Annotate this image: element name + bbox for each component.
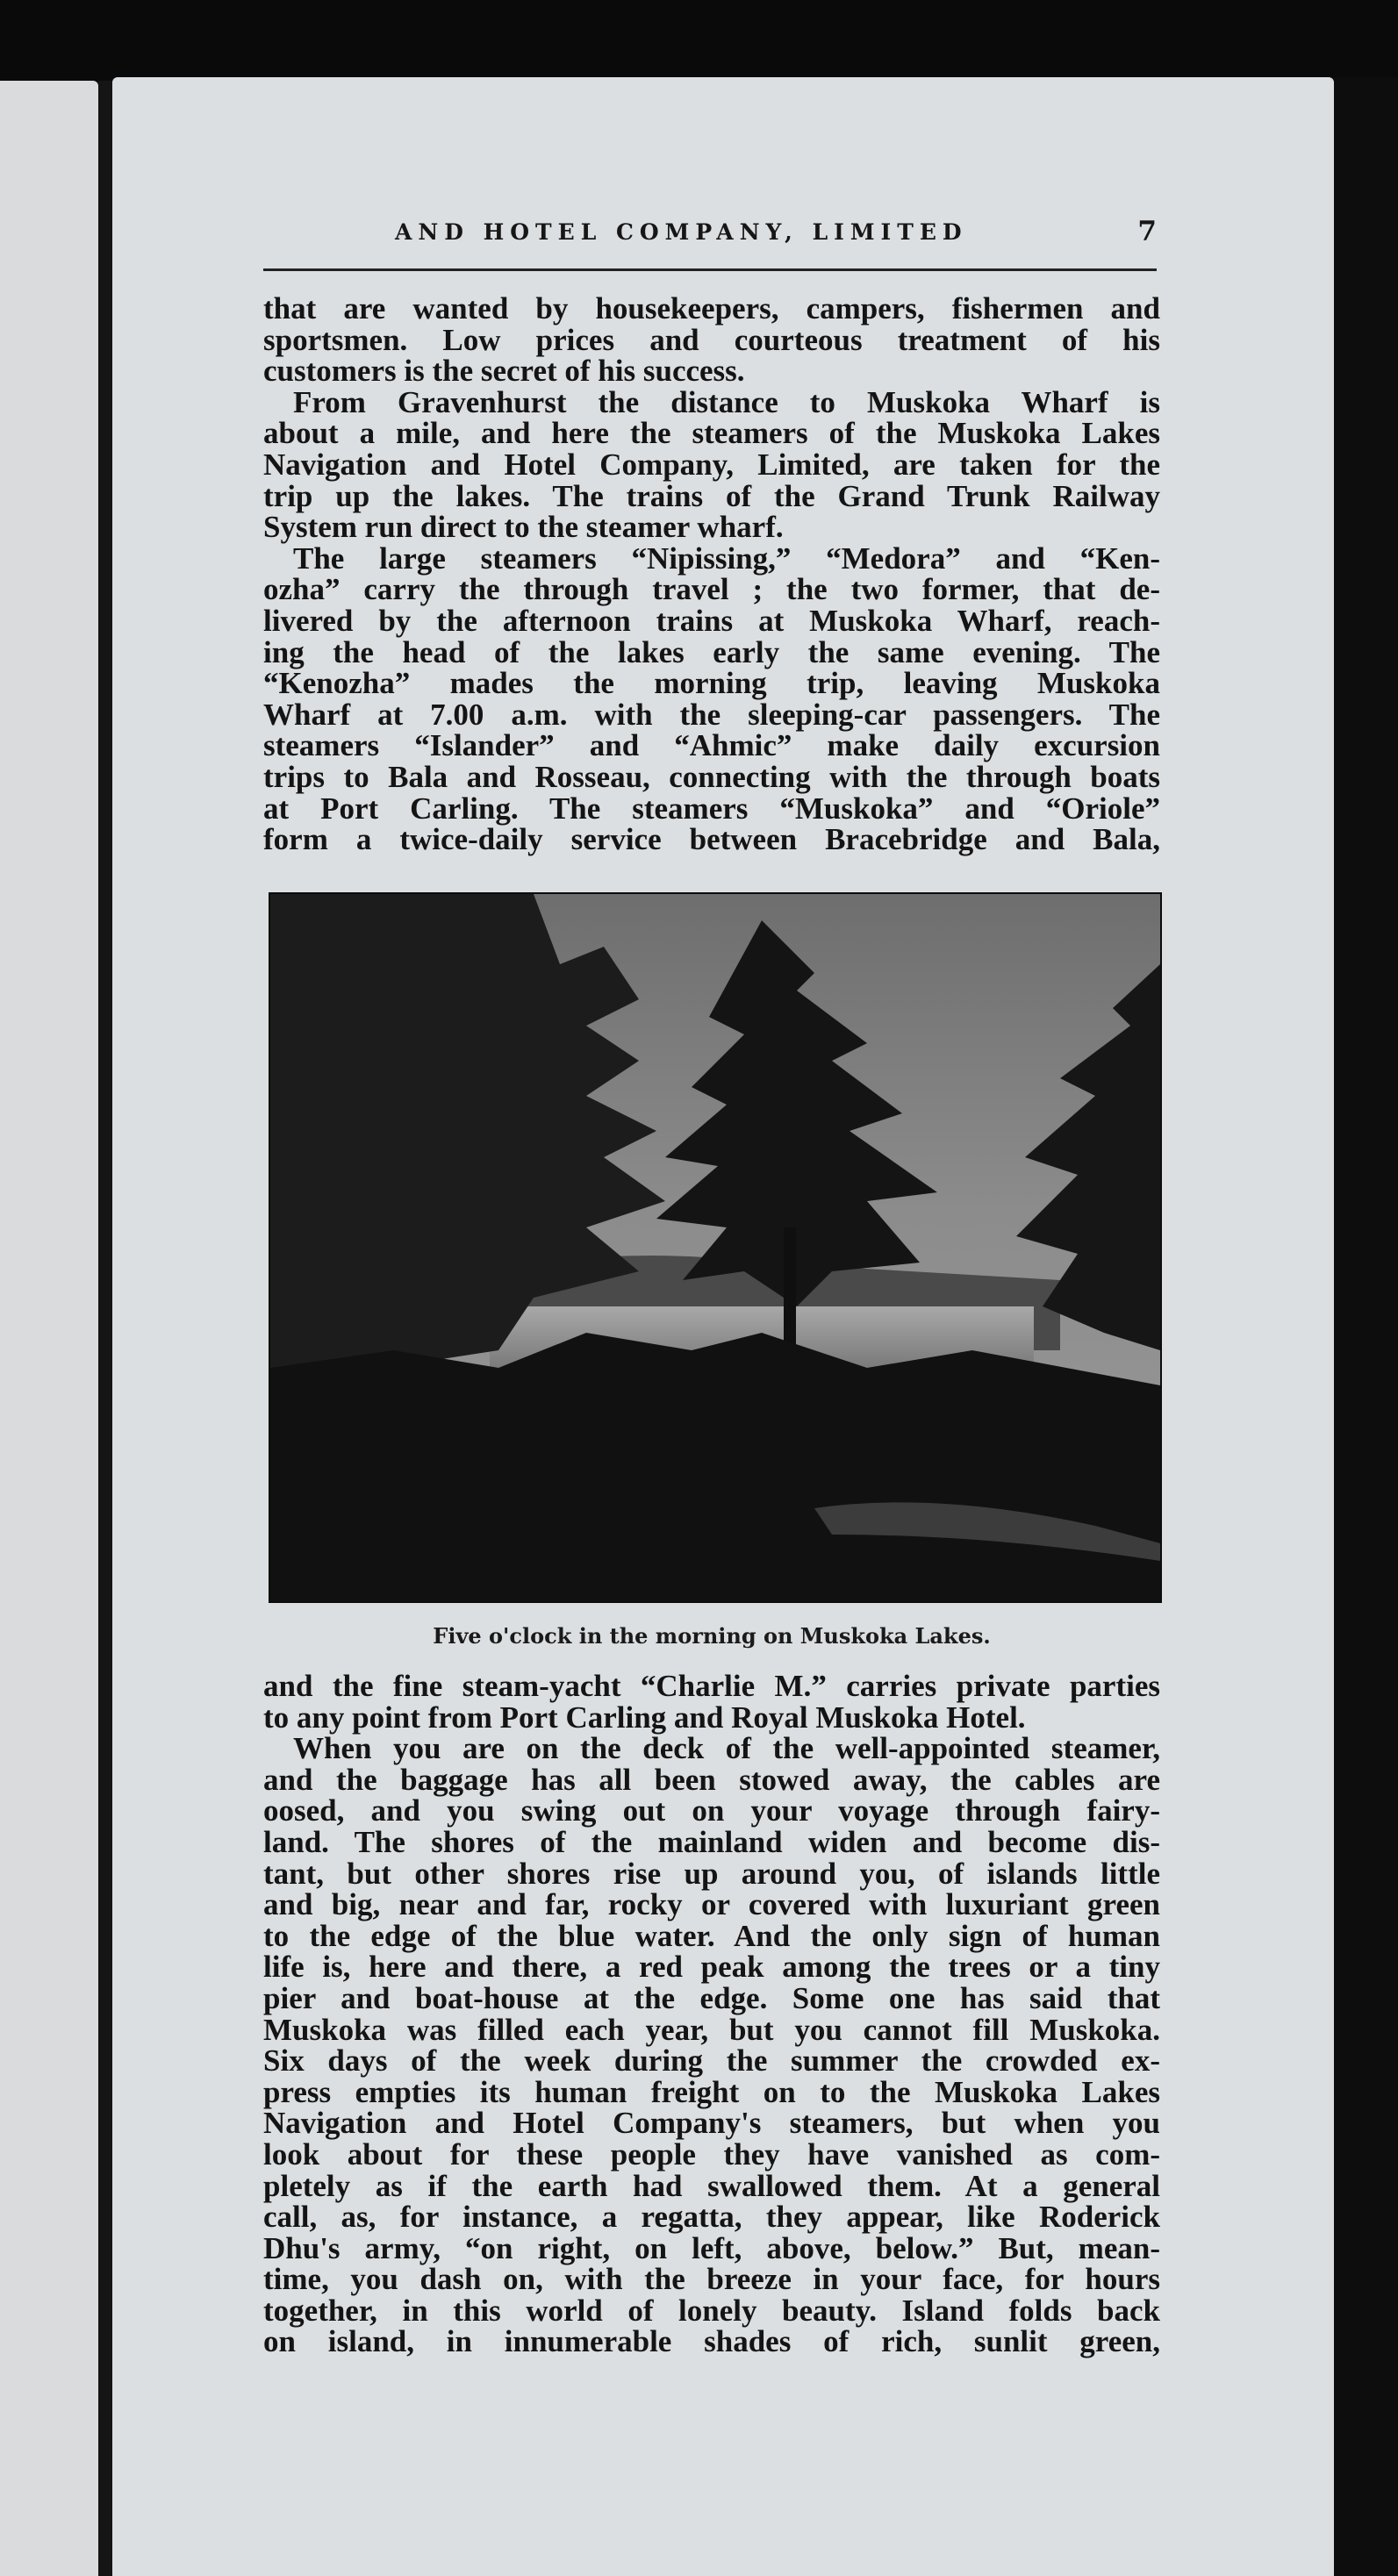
foreground-shrubs bbox=[270, 1333, 1160, 1601]
text-line: ing the head of the lakes early the same evening. The bbox=[263, 634, 1160, 669]
text-line: at Port Carling. The steamers “Muskoka” and “Oriole” bbox=[263, 791, 1160, 826]
text-line: “Kenozha” mades the morning trip, leaving Muskoka bbox=[263, 666, 1160, 701]
text-line: Wharf at 7.00 a.m. with the sleeping-car passengers. The bbox=[263, 697, 1160, 732]
text-line: and the baggage has all been stowed away, the cables are bbox=[263, 1762, 1160, 1797]
text-line: oosed, and you swing out on your voyage through fairy- bbox=[263, 1793, 1160, 1828]
text-line: livered by the afternoon trains at Muskoka Wharf, reach- bbox=[263, 603, 1160, 638]
text-line: time, you dash on, with the breeze in your face, for hours bbox=[263, 2262, 1160, 2297]
scan-background bbox=[1334, 77, 1398, 2576]
lake-photograph bbox=[269, 892, 1162, 1603]
text-line: ozha” carry the through travel ; the two former, that de- bbox=[263, 572, 1160, 607]
text-line: steamers “Islander” and “Ahmic” make daily excursion bbox=[263, 728, 1160, 763]
facing-page-edge bbox=[0, 81, 98, 2576]
text-line: to any point from Port Carling and Royal Muskoka Hotel. bbox=[263, 1699, 1026, 1735]
text-line: and the fine steam-yacht “Charlie M.” carries private parties bbox=[263, 1669, 1160, 1703]
page-header bbox=[263, 214, 1157, 249]
text-line: trips to Bala and Rosseau, connecting with the through boats bbox=[263, 759, 1160, 794]
text-line: From Gravenhurst the distance to Muskoka Wharf is bbox=[293, 384, 1160, 419]
body-text-bottom bbox=[263, 1671, 1160, 2358]
book-gutter bbox=[98, 81, 112, 2576]
body-text-top bbox=[263, 293, 1160, 855]
text-line: look about for these people they have vanished as com- bbox=[263, 2136, 1160, 2172]
text-line: The large steamers “Nipissing,” “Medora” and “Ken- bbox=[293, 540, 1160, 576]
text-line: Dhu's army, “on right, on left, above, below.” But, mean- bbox=[263, 2230, 1160, 2265]
photo-caption: Five o'clock in the morning on Muskoka Lakes. bbox=[433, 1623, 991, 1649]
text-line: tant, but other shores rise up around you, of islands little bbox=[263, 1856, 1160, 1891]
text-line: land. The shores of the mainland widen and become dis- bbox=[263, 1824, 1160, 1859]
text-line: pier and boat-house at the edge. Some one has said that bbox=[263, 1980, 1160, 2015]
text-line: pletely as if the earth had swallowed them. At a general bbox=[263, 2168, 1160, 2203]
text-line: trip up the lakes. The trains of the Grand Trunk Railway bbox=[263, 478, 1160, 513]
text-line: that are wanted by housekeepers, campers, fishermen and bbox=[263, 291, 1160, 326]
text-line: about a mile, and here the steamers of the Muskoka Lakes bbox=[263, 416, 1160, 451]
text-line: and big, near and far, rocky or covered with luxuriant green bbox=[263, 1887, 1160, 1922]
text-line: Navigation and Hotel Company's steamers, but when you bbox=[263, 2106, 1160, 2141]
text-line: call, as, for instance, a regatta, they appear, like Roderick bbox=[263, 2200, 1160, 2235]
text-line: System run direct to the steamer wharf. bbox=[263, 510, 784, 545]
text-line: life is, here and there, a red peak among the trees or a tiny bbox=[263, 1950, 1160, 1985]
running-head: AND HOTEL COMPANY, LIMITED bbox=[395, 219, 968, 245]
text-line: to the edge of the blue water. And the only sign of human bbox=[263, 1918, 1160, 1953]
text-line: customers is the secret of his success. bbox=[263, 354, 745, 389]
text-line: Navigation and Hotel Company, Limited, are taken for the bbox=[263, 447, 1160, 482]
text-line: Muskoka was filled each year, but you cannot fill Muskoka. bbox=[263, 2012, 1160, 2047]
header-rule bbox=[263, 268, 1157, 271]
text-line: on island, in innumerable shades of rich, sunlit green, bbox=[263, 2324, 1160, 2359]
text-line: form a twice-daily service between Bracebridge and Bala, bbox=[263, 822, 1160, 857]
text-line: together, in this world of lonely beauty. Island folds back bbox=[263, 2293, 1160, 2328]
text-line: sportsmen. Low prices and courteous treatment of his bbox=[263, 322, 1160, 357]
text-line: press empties its human freight on to the Muskoka Lakes bbox=[263, 2074, 1160, 2109]
page-number: 7 bbox=[1137, 216, 1157, 247]
photo-illustration bbox=[270, 894, 1160, 1601]
text-line: Six days of the week during the summer the crowded ex- bbox=[263, 2043, 1160, 2079]
text-line: When you are on the deck of the well-appointed steamer, bbox=[293, 1731, 1160, 1766]
